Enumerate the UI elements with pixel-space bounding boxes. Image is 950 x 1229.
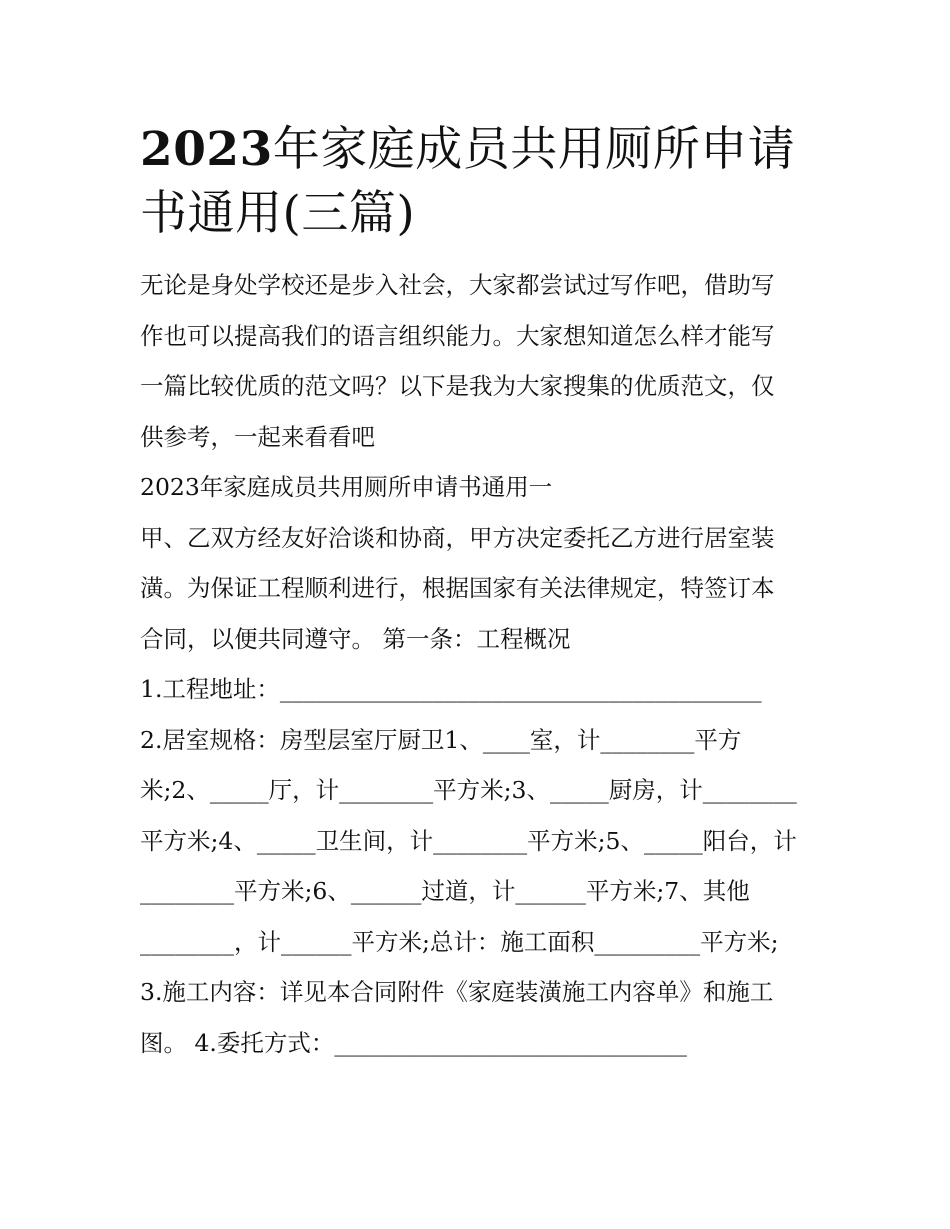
body-line: 甲、乙双方经友好洽谈和协商，甲方决定委托乙方进行居室装 <box>140 523 775 552</box>
intro-line: 作也可以提高我们的语言组织能力。大家想知道怎么样才能写 <box>140 321 775 350</box>
intro-line: 一篇比较优质的范文吗？以下是我为大家搜集的优质范文，仅 <box>140 372 775 400</box>
contract-body <box>140 513 820 1069</box>
body-line: 1.工程地址：_________________________________________ <box>140 675 762 703</box>
title-year: 2023 <box>140 122 273 177</box>
body-line: 潢。为保证工程顺利进行，根据国家有关法律规定，特签订本 <box>140 574 775 602</box>
body-line: 平方米;4、_____卫生间，计________平方米;5、_____阳台，计 <box>140 826 797 855</box>
body-line: ________平方米;6、______过道，计______平方米;7、其他 <box>140 877 750 905</box>
body-line: 2.居室规格：房型层室厅厨卫1、____室，计________平方 <box>140 725 742 754</box>
body-line: 3.施工内容：详见本合同附件《家庭装潢施工内容单》和施工 <box>140 978 774 1006</box>
section-heading: 2023年家庭成员共用厕所申请书通用一 <box>140 473 553 501</box>
body-line: 米;2、_____厅，计________平方米;3、_____厨房，计________ <box>140 776 797 804</box>
body-line: 合同，以便共同遵守。 第一条：工程概况 <box>140 624 571 653</box>
intro-line: 供参考，一起来看看吧 <box>140 422 375 451</box>
intro-paragraph <box>140 260 820 462</box>
body-line: ________，计______平方米;总计：施工面积_________平方米; <box>140 927 779 956</box>
document-page <box>140 118 820 1068</box>
document-title <box>140 118 820 246</box>
title-line-1: 年家庭成员共用厕所申请 <box>272 122 796 177</box>
body-line: 图。 4.委托方式：______________________________ <box>140 1028 687 1057</box>
intro-line: 无论是身处学校还是步入社会，大家都尝试过写作吧，借助写 <box>140 271 775 299</box>
title-line-2: 书通用(三篇) <box>140 186 416 241</box>
